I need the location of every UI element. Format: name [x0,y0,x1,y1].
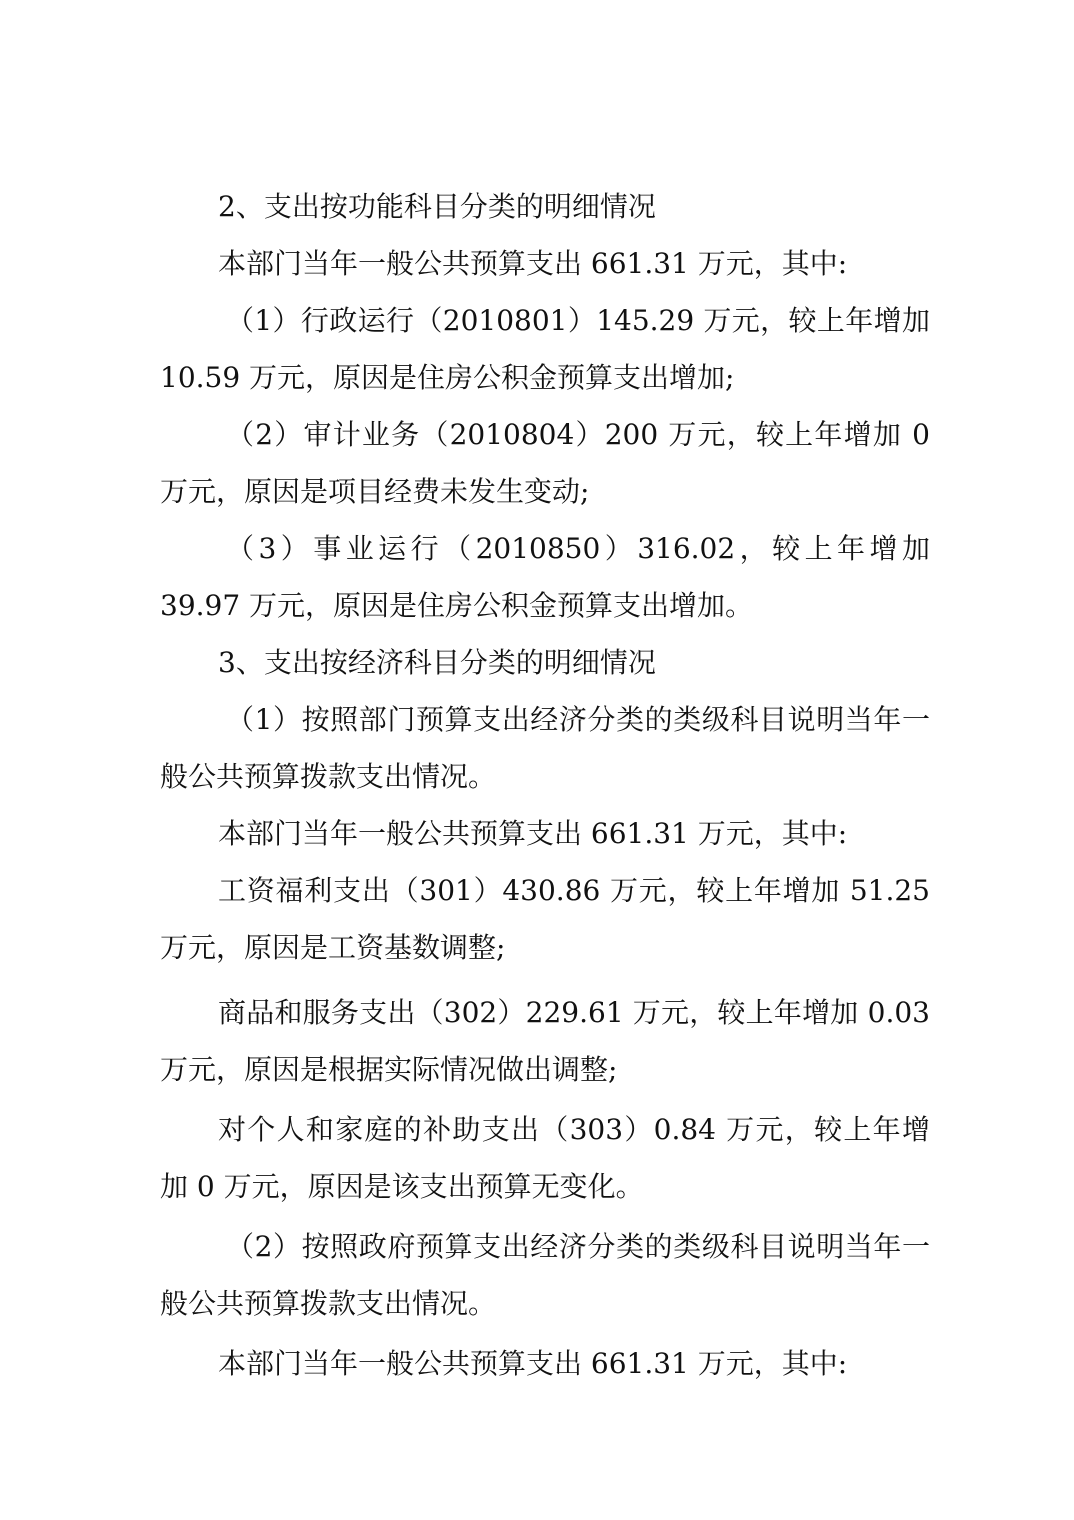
document-body [160,178,930,1392]
paragraph-administrative-operation: （1）行政运行（2010801）145.29 万元，较上年增加 10.59 万元，原因是住房公积金预算支出增加; [160,304,930,394]
paragraph-goods-services: 商品和服务支出（302）229.61 万元，较上年增加 0.03 万元，原因是根据实际情况做出调整; [160,996,930,1086]
paragraph-wages-benefits: 工资福利支出（301）430.86 万元，较上年增加 51.25 万元，原因是工资基数调整; [160,874,930,964]
paragraph-household-subsidies: 对个人和家庭的补助支出（303）0.84 万元，较上年增加 0 万元，原因是该支出预算无变化。 [160,1113,930,1203]
paragraph-total-expenditure-2: 本部门当年一般公共预算支出 661.31 万元，其中: [218,817,848,850]
paragraph-audit-business: （2）审计业务（2010804）200 万元，较上年增加 0 万元，原因是项目经费未发生变动; [160,418,930,508]
section-heading-economic: 3、支出按经济科目分类的明细情况 [218,646,656,679]
paragraph-government-classification: （2）按照政府预算支出经济分类的类级科目说明当年一般公共预算拨款支出情况。 [160,1230,930,1320]
section-heading-functional: 2、支出按功能科目分类的明细情况 [218,190,656,223]
paragraph-total-expenditure-3: 本部门当年一般公共预算支出 661.31 万元，其中: [218,1347,848,1380]
paragraph-total-expenditure: 本部门当年一般公共预算支出 661.31 万元，其中: [218,247,848,280]
paragraph-institution-operation: （3）事业运行（2010850）316.02，较上年增加 39.97 万元，原因是住房公积金预算支出增加。 [160,532,930,622]
paragraph-department-classification: （1）按照部门预算支出经济分类的类级科目说明当年一般公共预算拨款支出情况。 [160,703,930,793]
